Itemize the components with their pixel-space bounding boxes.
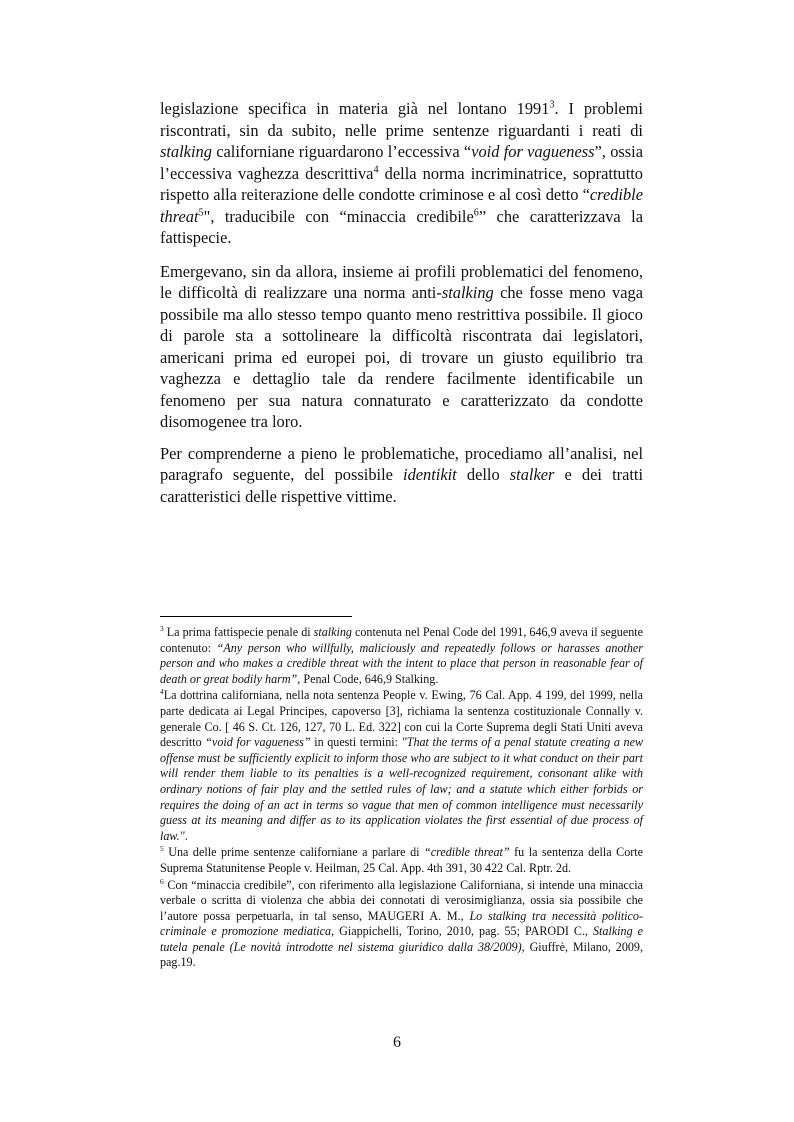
text-run: in questi termini: [310,735,402,750]
text-run: La dottrina californiana, nella nota sentenza People v. Ewing, 76 Cal. App. 4 199, del 1999, nella parte dedicata ai Legal Principes, capoverso [3], richiama la sentenza costituzionale Connally v. generale Co. [ 46 S. Ct. 126, 127, 70 L. Ed. 322] con cui la Corte Suprema degli Stati Uniti aveva descritto [160,688,643,750]
body-text [160,98,643,517]
footnote-number: 4 [160,687,164,697]
text-run: legislazione specifica in materia già nel lontano 1991 [160,99,550,118]
text-run: contenuta nel Penal Code del 1991, 646,9 aveva il seguente contenuto: [160,625,643,655]
text-run: . I problemi riscontrati, sin da subito, nelle prime sentenze riguardanti i reati di [160,99,643,140]
footnote-ref-3[interactable]: 3 [549,99,555,111]
footnote-3 [160,625,643,687]
text-run: La prima fattispecie penale di [163,625,314,639]
footnote-4 [160,688,643,844]
italic-term: identikit [403,465,457,484]
footnote-ref-4[interactable]: 4 [373,164,379,176]
italic-term: stalking [441,283,494,302]
footnote-6 [160,878,643,972]
footnote-separator [160,616,352,617]
text-run: ” che caratterizzava la fattispecie. [160,206,643,247]
footnote-number: 5 [160,844,164,854]
text-run: , Giappichelli, Torino, 2010, pag. 55; PARODI C., [331,924,593,939]
footnote-number: 3 [160,623,164,633]
text-run: fu la sentenza della Corte Suprema Statunitense People v. Heilman, 25 Cal. App. 4th 391, 30 422 Cal. Rptr. 2d. [160,845,644,875]
text-run: Con “minaccia credibile”, con riferimento alla legislazione Californiana, si intende una minaccia verbale o scritta di violenza che abbia dei connotati di verosimiglianza, ossia sia possibile che l’autore possa perpetuarla, in tal senso, MAUGERI A. M., [160,877,643,923]
page-number: 6 [393,1034,401,1051]
footnotes [160,616,643,972]
italic-term: “void for vagueness” [205,735,311,750]
text-run: dello [456,465,510,484]
italic-term: “credible threat” [424,845,510,860]
italic-term: stalking [160,142,212,161]
paragraph-3 [160,443,643,508]
footnote-5 [160,845,643,876]
text-run: , Giuffrè, Milano, 2009, pag.19. [160,939,643,970]
footnote-ref-5[interactable]: 5 [198,207,204,219]
text-run: ”, ossia l’eccessiva vaghezza descrittiva [160,142,643,183]
italic-title: Lo stalking tra necessità politico-criminale e promozione mediatica [160,908,643,939]
italic-quote: "That the terms of a penal statute creating a new offense must be sufficiently explicit to inform those who are subject to it what conduct on their part will render them liable to its penalties is a well-recognized requirement, consonant alike with ordinary notions of fair play and the settled rules of law; and a statute which either forbids or requires the doing of an act in terms so vague that men of common intelligence must necessarily guess at its meaning and differ as to its application violates the first essential of due process of law." [160,735,644,843]
text-run: Emergevano, sin da allora, insieme ai profili problematici del fenomeno, le difficoltà di realizzare una norma anti- [160,261,643,302]
text-run: Una delle prime sentenze californiane a parlare di [163,845,425,860]
italic-term: void for vagueness [471,142,595,161]
italic-term: credible threat [160,185,643,226]
italic-term: stalking [313,625,352,639]
paragraph-1 [160,98,643,249]
footnote-ref-6[interactable]: 6 [473,207,479,219]
text-run: della norma incriminatrice, soprattutto rispetto alla reiterazione delle condotte criminose e al così detto “ [160,163,643,204]
footnote-number: 6 [160,876,164,886]
italic-quote: “Any person who willfully, maliciously and repeatedly follows or harasses another person and who makes a credible threat with the intent to place that person in reasonable fear of death or great bodily harm” [160,640,644,686]
text-run: . [184,828,188,843]
italic-title: Stalking e tutela penale (Le novità introdotte nel sistema giuridico dalla 38/2009) [160,924,644,954]
text-run: e dei tratti caratteristici delle rispettive vittime. [160,465,644,506]
italic-term: stalker [509,465,555,484]
text-run: Per comprenderne a pieno le problematiche, procediamo all’analisi, nel paragrafo seguente, del possibile [160,443,643,484]
text-run: californiane riguardarono l’eccessiva “ [211,142,472,161]
text-run: , Penal Code, 646,9 Stalking. [297,671,439,686]
text-run: che fosse meno vaga possibile ma allo stesso tempo quanto meno restrittiva possibile. Il gioco di parole sta a sottolineare la difficoltà riscontrata dai legislatori, americani prima ed europei poi, di trovare un giusto equilibrio tra vaghezza e dettaglio tale da rendere facilmente identificabile un fenomeno per sua natura connaturato e caratterizzato da condotte disomogenee tra loro. [160,283,643,431]
text-run: ", traducibile con “minaccia credibile [203,206,474,226]
paragraph-2 [160,261,643,433]
